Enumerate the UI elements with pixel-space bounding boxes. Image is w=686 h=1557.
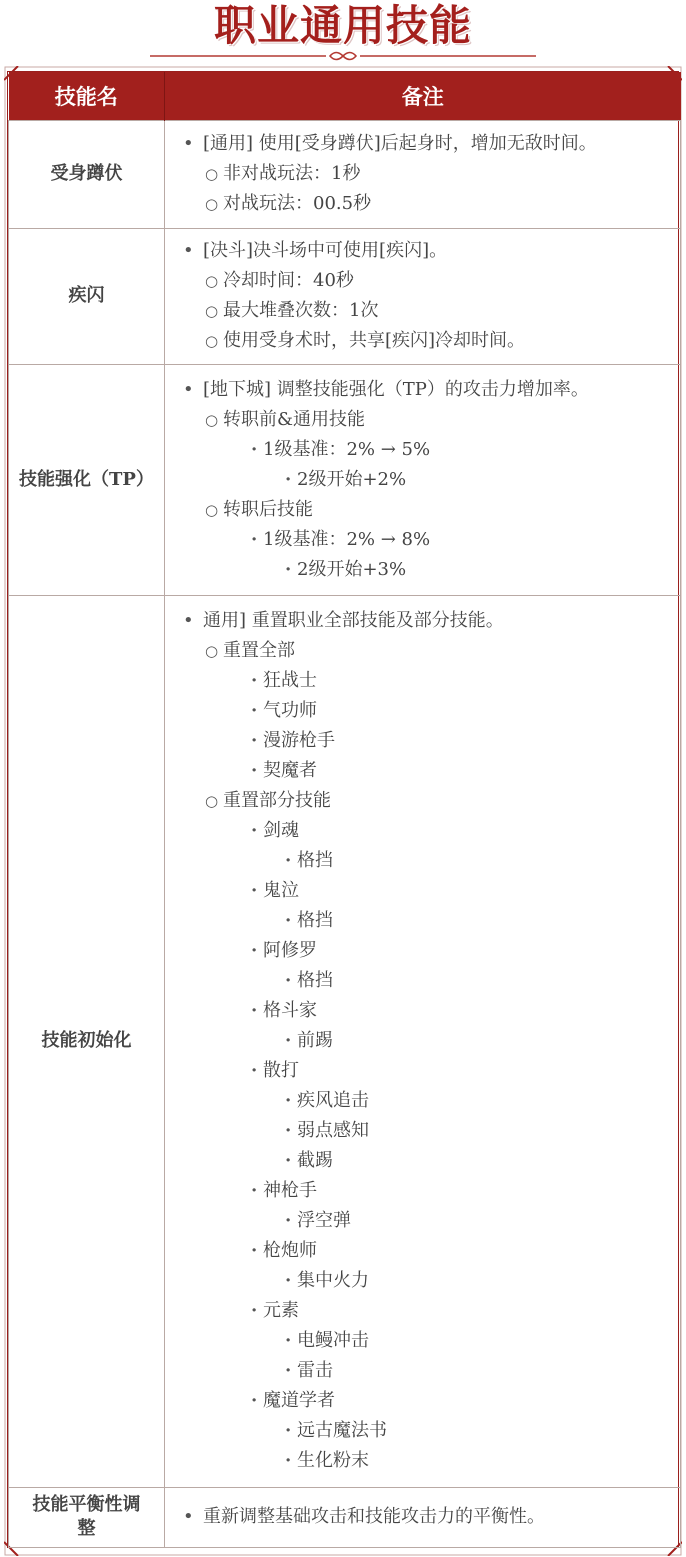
note-text: 契魔者 [263,760,317,781]
note-text: 1级基准：2% → 5% [263,438,431,460]
note-line [183,1206,668,1236]
skill-name-cell [9,364,165,595]
note-text: 格挡 [297,910,333,931]
note-text: 枪炮师 [263,1240,317,1261]
header-skill-name: 技能名 [9,72,165,120]
note-line [183,465,668,495]
bullet-icon: · [285,1450,292,1471]
note-line [183,159,668,189]
note-text: 远古魔法书 [297,1420,387,1441]
note-line [183,266,668,296]
note-line [183,846,668,876]
hollow-bullet-icon: ○ [205,165,219,183]
note-line [183,405,668,435]
bullet-icon: • [183,133,194,154]
bullet-icon: · [285,970,292,991]
skill-name-cell [9,120,165,228]
note-line [183,696,668,726]
note-line [183,1026,668,1056]
hollow-bullet-icon: ○ [205,642,219,660]
note-line [183,1502,668,1532]
note-line [183,1146,668,1176]
hollow-bullet-icon: ○ [205,410,219,429]
note-text: 对战玩法：00.5秒 [223,193,372,214]
page-title: 职业通用技能 [213,1,472,50]
table-body [9,120,681,1547]
note-line [183,236,668,266]
note-line [183,1236,668,1266]
note-line [183,1356,668,1386]
note-text: 格挡 [297,850,333,871]
skill-name: 疾闪 [68,285,105,306]
note-text: 生化粉末 [297,1450,369,1471]
bullet-icon: · [285,558,292,580]
table-row [9,1487,681,1547]
note-text: 雷击 [297,1360,333,1381]
note-text: 最大堆叠次数：1次 [223,300,379,321]
skill-note-cell [165,1487,681,1547]
note-line [183,816,668,846]
note-text: 使用受身术时，共享[疾闪]冷却时间。 [223,330,526,351]
table-row [9,228,681,364]
note-line [183,786,668,816]
note-line [183,756,668,786]
skill-note-cell [165,595,681,1487]
bullet-icon: · [251,730,258,751]
bullet-icon: · [285,1030,292,1051]
skills-table [8,72,681,1548]
note-line [183,189,668,219]
bullet-icon: · [285,1210,292,1231]
hollow-bullet-icon: ○ [205,332,219,350]
note-text: 重置全部 [223,640,295,661]
note-text: 格斗家 [263,1000,317,1021]
skills-table-container [7,71,679,1548]
bullet-icon: · [251,1060,258,1081]
skill-name-cell [9,595,165,1487]
note-line [183,1056,668,1086]
note-line [183,1296,668,1326]
bullet-icon: · [285,910,292,931]
note-text: 集中火力 [297,1270,369,1291]
skill-name: 受身蹲伏 [50,163,123,184]
bullet-icon: · [251,760,258,781]
note-line [183,876,668,906]
bullet-icon: • [183,1506,194,1527]
note-line [183,1446,668,1476]
skill-name-cell [9,228,165,364]
skill-name: 技能强化（TP） [19,468,154,490]
note-text: 阿修罗 [263,940,317,961]
note-text: 重新调整基础攻击和技能攻击力的平衡性。 [203,1506,545,1527]
note-text: 狂战士 [263,670,317,691]
table-header-row [9,72,681,120]
skill-note-cell [165,364,681,595]
bullet-icon: · [251,438,258,460]
bullet-icon: • [183,240,194,261]
note-text: 剑魂 [263,820,299,841]
note-line [183,129,668,159]
note-text: 魔道学者 [263,1390,335,1411]
note-text: [决斗]决斗场中可使用[疾闪]。 [203,240,448,261]
bullet-icon: · [285,1090,292,1111]
bullet-icon: · [251,1300,258,1321]
skill-name: 技能初始化 [41,1030,132,1051]
bullet-icon: · [251,528,258,550]
bullet-icon: · [251,700,258,721]
bullet-icon: • [183,610,194,631]
bullet-icon: · [251,1390,258,1411]
skill-name: 技能平衡性调整 [32,1494,141,1539]
note-text: 1级基准：2% → 8% [263,528,431,550]
note-text: 重置部分技能 [223,790,331,811]
bullet-icon: · [285,1150,292,1171]
note-text: 2级开始+2% [297,468,407,490]
note-text: 通用] 重置职业全部技能及部分技能。 [203,610,504,631]
table-row [9,595,681,1487]
note-line [183,326,668,356]
note-line [183,726,668,756]
note-line [183,606,668,636]
note-line [183,1266,668,1296]
note-line [183,435,668,465]
bullet-icon: · [251,940,258,961]
hollow-bullet-icon: ○ [205,792,219,810]
bullet-icon: · [251,1000,258,1021]
note-text: 弱点感知 [297,1120,369,1141]
bullet-icon: · [251,670,258,691]
note-text: 前踢 [297,1030,333,1051]
note-text: 气功师 [263,700,317,721]
bullet-icon: · [285,1270,292,1291]
note-text: [地下城] 调整技能强化（TP）的攻击力增加率。 [203,378,589,400]
skill-note-cell [165,120,681,228]
note-text: 非对战玩法：1秒 [223,163,361,184]
note-text: 冷却时间：40秒 [223,270,354,291]
note-line [183,1386,668,1416]
skill-note-cell [165,228,681,364]
bullet-icon: · [251,1180,258,1201]
hollow-bullet-icon: ○ [205,195,219,213]
note-line [183,296,668,326]
header-notes: 备注 [401,83,444,109]
note-line [183,555,668,585]
note-text: 转职后技能 [223,498,313,520]
note-line [183,906,668,936]
title-divider-ornament [0,46,686,66]
bullet-icon: · [251,820,258,841]
note-text: 鬼泣 [263,880,299,901]
note-line [183,495,668,525]
note-text: 2级开始+3% [297,558,407,580]
note-text: 散打 [263,1060,299,1081]
table-row [9,364,681,595]
note-text: 神枪手 [263,1180,317,1201]
note-line [183,636,668,666]
bullet-icon: · [285,850,292,871]
bullet-icon: · [285,1330,292,1351]
note-line [183,525,668,555]
bullet-icon: • [183,378,194,400]
skill-name-cell [9,1487,165,1547]
note-line [183,375,668,405]
hollow-bullet-icon: ○ [205,500,219,519]
note-text: 转职前&通用技能 [223,408,366,430]
note-text: 截踢 [297,1150,333,1171]
note-line [183,966,668,996]
note-text: 电鳗冲击 [297,1330,369,1351]
note-line [183,666,668,696]
note-line [183,1116,668,1146]
note-text: 元素 [263,1300,299,1321]
bullet-icon: · [285,468,292,490]
hollow-bullet-icon: ○ [205,272,219,290]
bullet-icon: · [285,1120,292,1141]
note-line [183,1416,668,1446]
note-line [183,996,668,1026]
bullet-icon: · [251,880,258,901]
note-line [183,1176,668,1206]
note-text: 疾风追击 [297,1090,369,1111]
hollow-bullet-icon: ○ [205,302,219,320]
table-row [9,120,681,228]
note-text: 浮空弹 [297,1210,351,1231]
note-text: 漫游枪手 [263,730,335,751]
bullet-icon: · [285,1420,292,1441]
bullet-icon: · [285,1360,292,1381]
note-text: [通用] 使用[受身蹲伏]后起身时，增加无敌时间。 [203,133,597,154]
note-line [183,1326,668,1356]
note-line [183,936,668,966]
bullet-icon: · [251,1240,258,1261]
note-text: 格挡 [297,970,333,991]
note-line [183,1086,668,1116]
